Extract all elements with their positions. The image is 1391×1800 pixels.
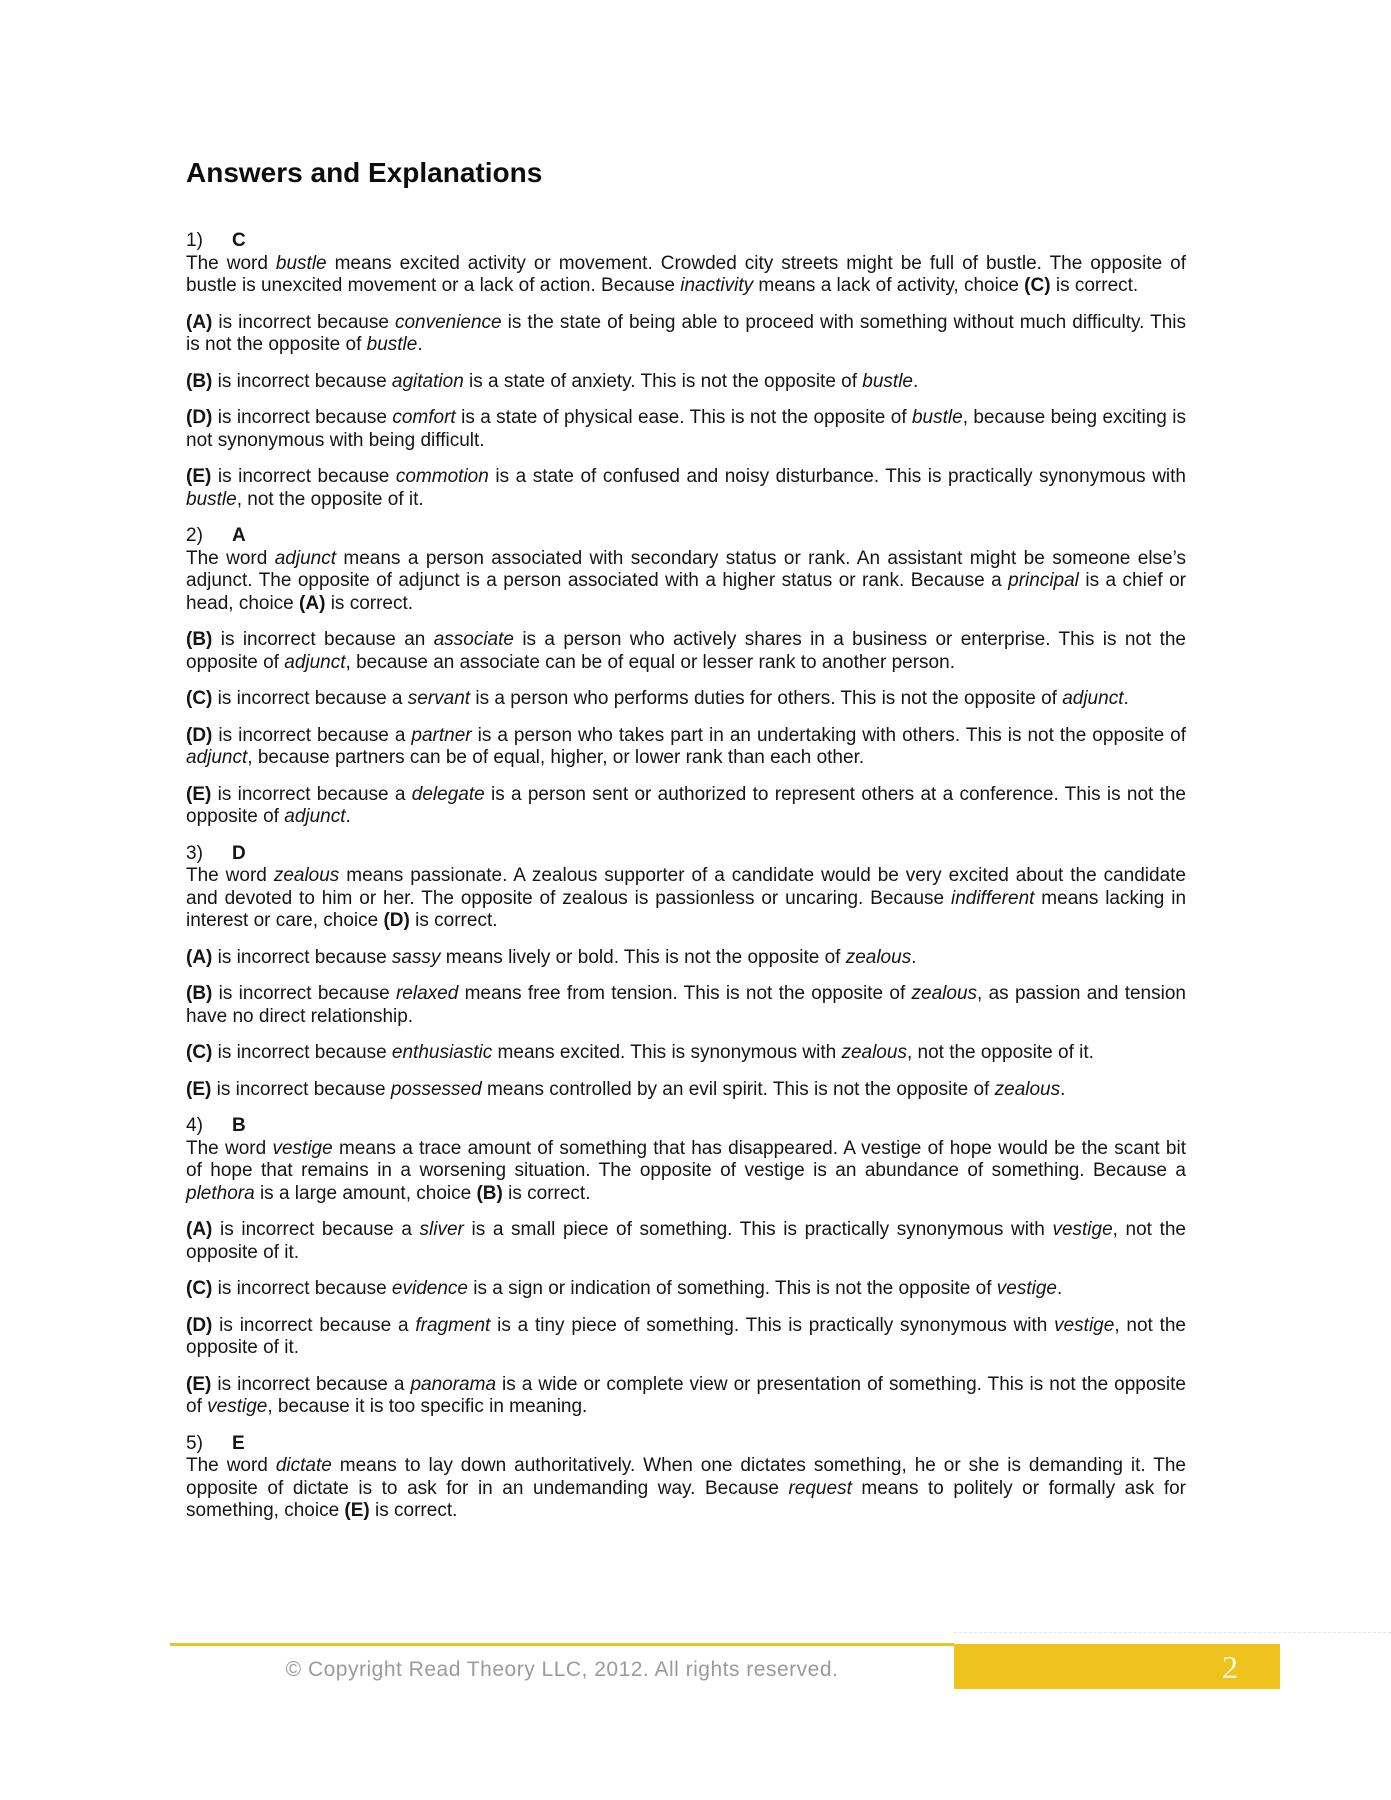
document-content [186, 156, 1186, 1537]
explanation-paragraph: (B) is incorrect because agitation is a state of anxiety. This is not the opposite of bustle. [186, 370, 919, 392]
answer-letter: A [232, 525, 246, 546]
answer-letter: B [232, 1115, 246, 1136]
explanation-paragraph: (D) is incorrect because a partner is a person who takes part in an undertaking with others. This is not the opposite of adjunct, because partners can be of equal, higher, or lower rank than each other. [186, 724, 1186, 768]
explanation-paragraph: The word dictate means to lay down authoritatively. When one dictates something, he or she is demanding it. The opposite of dictate is to ask for in an undemanding way. Because request means to politely or formally ask for something, choice (E) is correct. [186, 1455, 1186, 1521]
answer-letter: E [232, 1432, 245, 1454]
footer-copyright-cell [170, 1643, 954, 1682]
explanation-paragraph: The word adjunct means a person associated with secondary status or rank. An assistant might be someone else’s adjunct. The opposite of adjunct is a person associated with a higher status or rank. Because a principal is a chief or head, choice (A) is correct. [186, 547, 1186, 614]
explanation-paragraph: (E) is incorrect because a delegate is a person sent or authorized to represent others at a conference. This is not the opposite of adjunct. [186, 783, 1186, 827]
question-number: 5) [186, 1432, 203, 1454]
explanation-paragraph: The word bustle means excited activity or movement. Crowded city streets might be full of bustle. The opposite of bustle is unexcited movement or a lack of action. Because inactivity means a lack of activity, choice (C) is correct. [186, 252, 1186, 296]
question-number: 1) [186, 230, 203, 251]
question-header [186, 230, 1186, 253]
question-number: 4) [186, 1115, 203, 1136]
explanation-paragraph: (C) is incorrect because a servant is a person who performs duties for others. This is not the opposite of adjunct. [186, 688, 1129, 709]
answers-list [186, 230, 1186, 1523]
explanation-paragraph: (A) is incorrect because sassy means lively or bold. This is not the opposite of zealous. [186, 946, 917, 968]
explanation-paragraph: The word zealous means passionate. A zealous supporter of a candidate would be very excited about the candidate and devoted to him or her. The opposite of zealous is passionless or uncaring. Because indifferent means lacking in interest or care, choice (D) is correct. [186, 865, 1187, 931]
question-block [186, 843, 1186, 1102]
answer-letter: C [232, 230, 246, 251]
page-number: 2 [1222, 1648, 1238, 1685]
question-header [186, 843, 1186, 866]
explanation-paragraph: (D) is incorrect because comfort is a state of physical ease. This is not the opposite of bustle, because being exciting is not synonymous with being difficult. [186, 407, 1186, 451]
explanation-paragraph: (E) is incorrect because commotion is a state of confused and noisy disturbance. This is practically synonymous with bustle, not the opposite of it. [186, 466, 1186, 510]
explanation-paragraph: (C) is incorrect because enthusiastic means excited. This is synonymous with zealous, not the opposite of it. [186, 1042, 1094, 1063]
question-block [186, 230, 1186, 511]
copyright-text: © Copyright Read Theory LLC, 2012. All rights reserved. [285, 1658, 839, 1681]
page-footer [170, 1643, 1280, 1689]
explanation-paragraph: (C) is incorrect because evidence is a sign or indication of something. This is not the opposite of vestige. [186, 1278, 1063, 1299]
page-title: Answers and Explanations [186, 157, 543, 188]
explanation-paragraph: (B) is incorrect because an associate is a person who actively shares in a business or enterprise. This is not the opposite of adjunct, because an associate can be of equal or lesser rank to another person. [186, 629, 1186, 673]
question-number: 3) [186, 842, 203, 864]
question-header [186, 1433, 1186, 1456]
explanation-paragraph: (D) is incorrect because a fragment is a tiny piece of something. This is practically synonymous with vestige, not the opposite of it. [186, 1314, 1187, 1358]
footer-dashed-divider [954, 1632, 1391, 1633]
page-number-box [954, 1644, 1280, 1689]
question-header [186, 525, 1186, 548]
explanation-paragraph: The word vestige means a trace amount of something that has disappeared. A vestige of hope would be the scant bit of hope that remains in a worsening situation. The opposite of vestige is an abundance of something. Because a plethora is a large amount, choice (B) is correct. [186, 1137, 1186, 1204]
question-header [186, 1115, 1186, 1138]
question-block [186, 1433, 1186, 1523]
question-number: 2) [186, 525, 203, 546]
explanation-paragraph: (B) is incorrect because relaxed means free from tension. This is not the opposite of zealous, as passion and tension have no direct relationship. [186, 983, 1186, 1027]
explanation-paragraph: (E) is incorrect because possessed means controlled by an evil spirit. This is not the opposite of zealous. [186, 1078, 1066, 1100]
explanation-paragraph: (A) is incorrect because a sliver is a small piece of something. This is practically synonymous with vestige, not the opposite of it. [186, 1219, 1187, 1263]
question-block [186, 1115, 1186, 1419]
answer-letter: D [232, 842, 246, 864]
question-block [186, 525, 1186, 829]
explanation-paragraph: (A) is incorrect because convenience is the state of being able to proceed with something without much difficulty. This is not the opposite of bustle. [186, 311, 1186, 355]
explanation-paragraph: (E) is incorrect because a panorama is a wide or complete view or presentation of something. This is not the opposite of vestige, because it is too specific in meaning. [186, 1373, 1186, 1417]
